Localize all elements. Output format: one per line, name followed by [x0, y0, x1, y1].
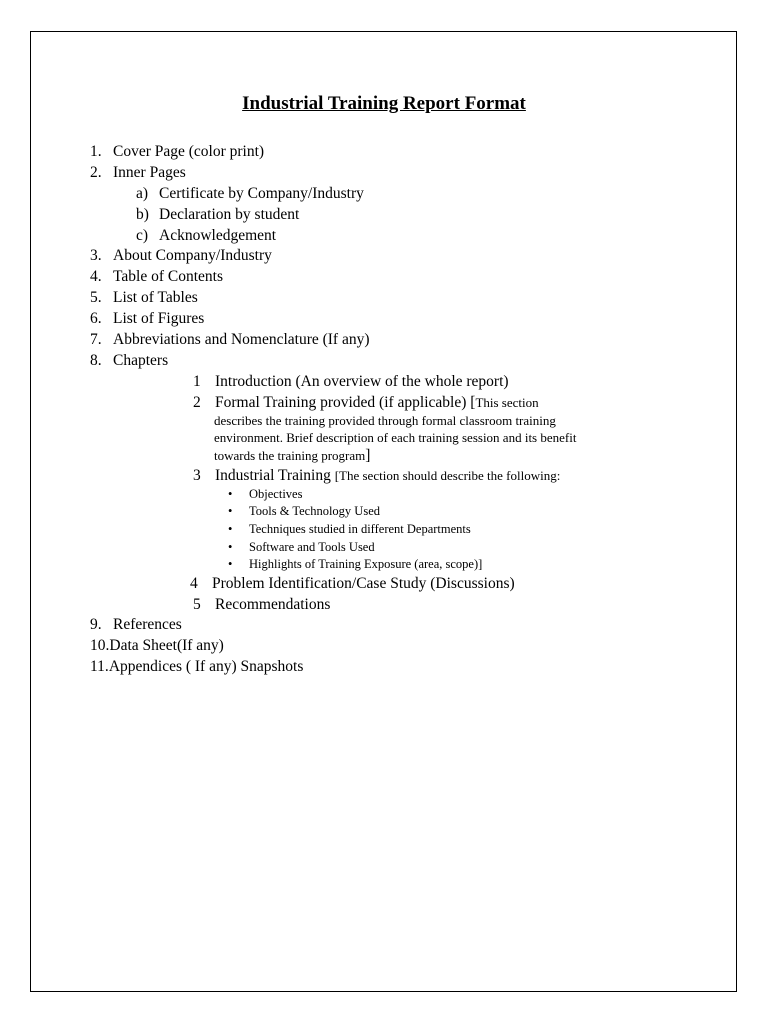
- bullet-text: Tools & Technology Used: [249, 504, 380, 518]
- item-text: About Company/Industry: [113, 247, 272, 264]
- chapter-note: towards the training program: [214, 448, 366, 463]
- bullet-icon: •: [228, 540, 233, 554]
- item-text: Table of Contents: [113, 268, 223, 285]
- chapter-number: 3: [193, 467, 201, 484]
- chapter-item: [193, 597, 330, 613]
- sub-list-item: [136, 207, 299, 223]
- list-item: [90, 353, 168, 369]
- sub-item-letter: c): [136, 227, 149, 244]
- item-text: Inner Pages: [113, 164, 186, 181]
- chapter-number: 5: [193, 596, 201, 613]
- bullet-icon: •: [228, 487, 233, 501]
- item-number: 6.: [90, 310, 102, 327]
- sub-list-item: [136, 228, 276, 244]
- bullet-item: [228, 488, 232, 501]
- item-text: Chapters: [113, 352, 169, 369]
- item-number: 8.: [90, 352, 102, 369]
- bullet-text: Objectives: [249, 487, 303, 501]
- item-number: 7.: [90, 331, 102, 348]
- chapter-number: 4: [190, 575, 198, 592]
- sub-item-text: Certificate by Company/Industry: [159, 185, 364, 202]
- chapter-text: Formal Training provided (if applicable) [: [215, 394, 476, 411]
- sub-list-item: [136, 186, 364, 202]
- list-item: [90, 144, 264, 160]
- chapter-text: Introduction (An overview of the whole report): [215, 373, 509, 390]
- sub-item-text: Acknowledgement: [159, 227, 277, 244]
- chapter-text: Recommendations: [215, 596, 331, 613]
- item-number: 2.: [90, 164, 102, 181]
- item-number: 3.: [90, 247, 102, 264]
- item-text: List of Tables: [113, 289, 198, 306]
- bullet-icon: •: [228, 522, 233, 536]
- item-number: 11.: [90, 658, 109, 675]
- chapter-item: [193, 374, 509, 390]
- item-number: 5.: [90, 289, 102, 306]
- chapter-number: 1: [193, 373, 201, 390]
- list-item: [90, 248, 272, 264]
- chapter-note: [The section should describe the following:: [334, 468, 561, 483]
- list-item: [90, 332, 370, 348]
- item-text: List of Figures: [113, 310, 205, 327]
- bullet-item: [228, 558, 232, 571]
- list-item: [90, 290, 198, 306]
- item-number: 4.: [90, 268, 102, 285]
- item-number: 1.: [90, 143, 102, 160]
- chapter-note-line: [214, 448, 370, 464]
- bullet-item: [228, 523, 232, 536]
- sub-item-text: Declaration by student: [159, 206, 300, 223]
- item-text: References: [113, 616, 182, 633]
- list-item: [90, 311, 204, 327]
- item-number: 9.: [90, 616, 102, 633]
- item-text: Cover Page (color print): [113, 143, 265, 160]
- chapter-item: [190, 576, 515, 592]
- list-item: [90, 638, 224, 654]
- chapter-note-line: describes the training provided through formal classroom training: [214, 413, 556, 428]
- bullet-text: Techniques studied in different Departments: [249, 522, 471, 536]
- chapter-item: [193, 468, 560, 484]
- chapter-note-close: ]: [365, 447, 371, 464]
- sub-item-letter: b): [136, 206, 149, 223]
- list-item: [90, 659, 303, 675]
- bullet-item: [228, 541, 232, 554]
- chapter-text: Industrial Training: [215, 467, 331, 484]
- bullet-text: Software and Tools Used: [249, 540, 375, 554]
- chapter-note-line: environment. Brief description of each training session and its benefit: [214, 430, 577, 445]
- item-text: Abbreviations and Nomenclature (If any): [113, 331, 370, 348]
- item-text: Appendices ( If any) Snapshots: [108, 658, 304, 675]
- document-title: Industrial Training Report Format: [242, 93, 526, 114]
- list-item: [90, 617, 182, 633]
- bullet-item: [228, 505, 232, 518]
- sub-item-letter: a): [136, 185, 149, 202]
- chapter-text: Problem Identification/Case Study (Discussions): [212, 575, 515, 592]
- item-text: Data Sheet(If any): [109, 637, 224, 654]
- bullet-icon: •: [228, 557, 233, 571]
- list-item: [90, 269, 223, 285]
- chapter-number: 2: [193, 394, 201, 411]
- bullet-icon: •: [228, 504, 233, 518]
- item-number: 10.: [90, 637, 110, 654]
- chapter-item: [193, 395, 539, 411]
- chapter-note: This section: [475, 395, 539, 410]
- list-item: [90, 165, 186, 181]
- bullet-text: Highlights of Training Exposure (area, scope)]: [249, 557, 483, 571]
